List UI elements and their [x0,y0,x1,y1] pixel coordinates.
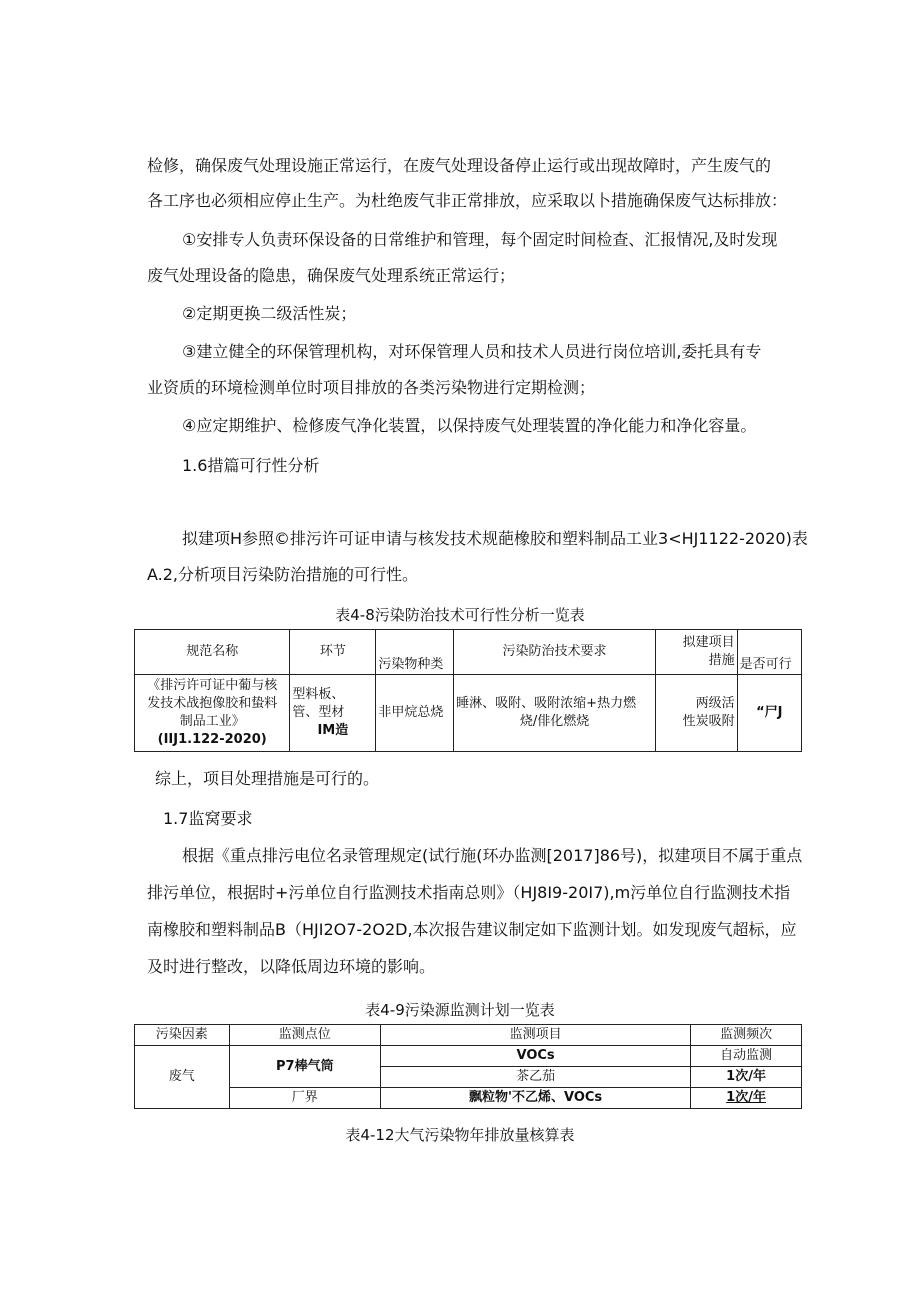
cell-frequency: 1次/年 [691,1088,802,1109]
table-4-8-caption: 表4-8污染防治技术可行性分析一览表 [335,606,585,624]
paragraph-line: 检修，确保废气处理设施正常运行，在废气处理设备停止运行或出现故障时，产生废气的 [147,156,772,175]
measure-3-line: 业资质的环境检测单位时项目排放的各类污染物进行定期检测； [147,378,596,397]
cell-item: 飘粒物'不乙烯、VOCs [381,1088,691,1109]
header-factor: 污染因素 [135,1025,230,1046]
paragraph-line: 南橡胶和塑料制品B（HJI2O7-2O2D,本次报告建议制定如下监测计划。如发现废气超标，应 [147,920,797,939]
header-feasible: 是否可行 [737,630,801,675]
paragraph-line: A.2,分析项目污染防治措施的可行性。 [147,565,419,584]
cell-feasible: “尸J [737,675,801,752]
table-row [135,1046,802,1067]
cell-line: 两级活 [695,696,735,711]
cell-line: 发技术战抱像胶和蛰料 [147,696,278,711]
cell-line: 《排污许可证中葡与核 [147,678,278,693]
cell-frequency: 1次/年 [691,1067,802,1088]
cell-point: P7棒气筒 [229,1046,380,1088]
cell-line: IM造 [317,723,349,738]
paragraph-line: 及时进行整改，以降低周边环境的影响。 [147,957,436,976]
cell-line: (IIJ1.122-2020) [157,732,267,747]
section-heading-1-6: 1.6措篇可行性分析 [182,456,320,475]
measure-3-line: ③建立健全的环保管理机构，对环保管理人员和技术人员进行岗位培训,委托具有专 [182,342,762,361]
header-measure-l1: 拟建项目 [682,635,735,650]
paragraph-line: 根据《重点排污电位名录管理规定(试行施(环办监测[2017]86号)，拟建项目不属于重点 [182,846,803,865]
header-requirement: 污染防治技术要求 [454,630,656,675]
measure-1-line: ①安排专人负责环保设备的日常维护和管理，每个固定时间检查、汇报情况,及时发现 [182,230,778,249]
cell-line: 性炭吸附 [682,714,735,729]
header-stage: 环节 [290,630,376,675]
table-row [135,1088,802,1109]
header-pollutant: 污染物种类 [376,630,454,675]
cell-item: 茶乙茄 [381,1067,691,1088]
monitoring-plan-table [134,1024,802,1109]
header-frequency: 监测频次 [691,1025,802,1046]
cell-line: 管、型材 [292,705,345,720]
paragraph-line: 各工序也必须相应停止生产。为杜绝废气非正常排放，应采取以卜措施确保废气达标排放： [147,191,788,210]
table-4-9-caption: 表4-9污染源监测计划一览表 [365,1001,555,1019]
cell-line: 烧/俳化燃烧 [519,714,590,729]
cell-frequency: 自动监测 [691,1046,802,1067]
table-row [135,675,802,752]
cell-line: 睡淋、吸附、吸附浓缩+热力燃 [456,696,637,711]
header-standard-name: 规范名称 [135,630,290,675]
cell-point: 厂界 [229,1088,380,1109]
header-measure [655,630,737,675]
measure-2: ②定期更换二级活性炭； [182,304,357,323]
header-measure-l2: 措施 [708,653,735,668]
table-header-row [135,1025,802,1046]
cell-item: VOCs [381,1046,691,1067]
cell-measure [655,675,737,752]
header-item: 监测项目 [381,1025,691,1046]
conclusion: 综上，项目处理措施是可行的。 [155,769,380,788]
cell-line: 制品工业》 [179,714,245,729]
cell-factor: 废气 [135,1046,230,1109]
cell-requirement [454,675,656,752]
measure-4: ④应定期维护、检修废气净化装置，以保持废气处理装置的净化能力和净化容量。 [182,416,757,435]
cell-pollutant: 非甲烷总烧 [376,675,454,752]
section-heading-1-7: 1.7监窝要求 [163,809,253,828]
table-4-12-caption: 表4-12大气污染物年排放量核算表 [345,1126,575,1144]
feasibility-table [134,629,802,752]
paragraph-line: 拟建项H参照©排污许可证申请与核发技术规葩橡胶和塑料制品工业3<HJ1122-2020)表 [182,529,808,548]
cell-standard-name [135,675,290,752]
header-point: 监测点位 [229,1025,380,1046]
cell-line: 型料板、 [292,687,345,702]
cell-stage [290,675,376,752]
table-header-row [135,630,802,675]
measure-1-line: 废气处理设备的隐患，确保废气处理系统正常运行； [147,266,516,285]
paragraph-line: 排污单位，根据时+污单位自行监测技术指南总则》（HJ8I9-20I7),m污单位自行监测技术指 [147,883,791,902]
